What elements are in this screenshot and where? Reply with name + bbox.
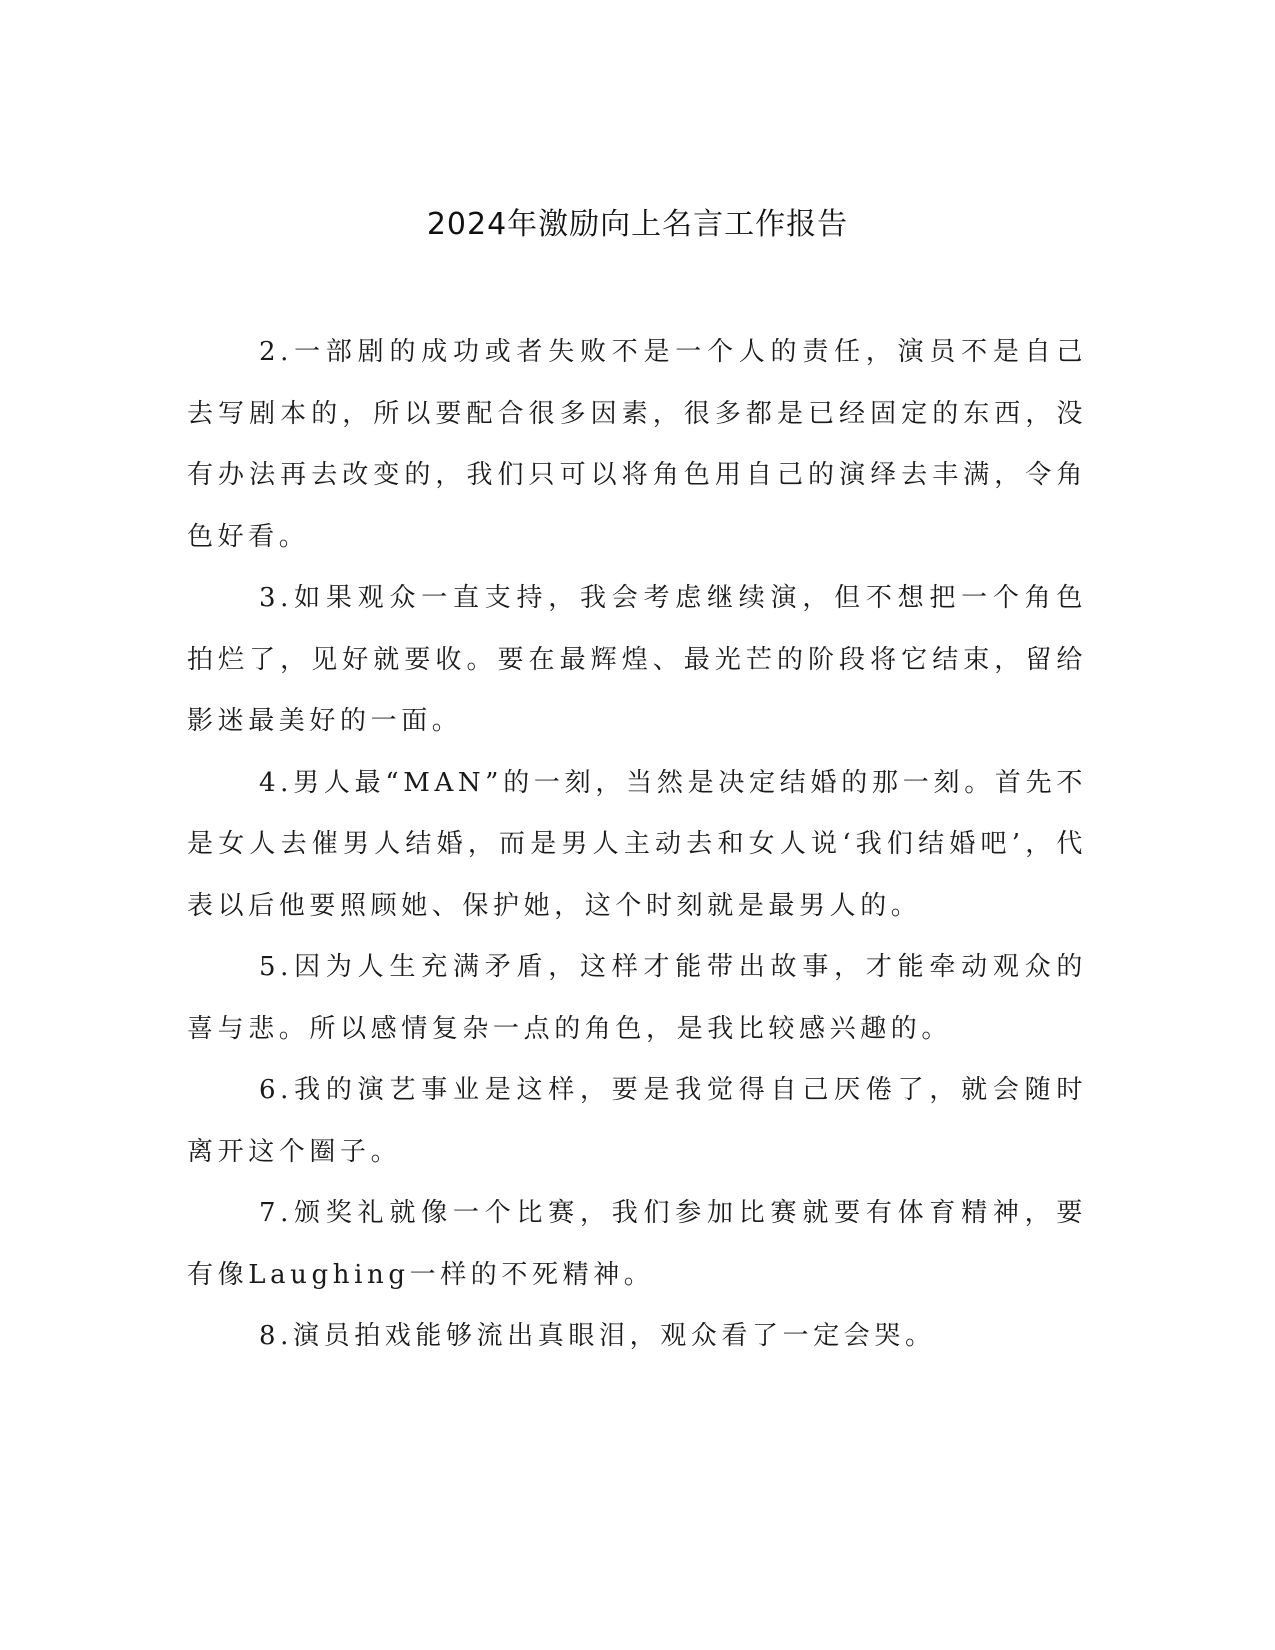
- paragraph-7: 7.颁奖礼就像一个比赛，我们参加比赛就要有体育精神，要有像Laughing一样的不死精神。: [187, 1198, 1087, 1290]
- paragraph-3: 3.如果观众一直支持，我会考虑继续演，但不想把一个角色拍烂了，见好就要收。要在最辉煌、最光芒的阶段将它结束，留给影迷最美好的一面。: [187, 583, 1087, 736]
- document-title: 2024年激励向上名言工作报告: [426, 207, 849, 242]
- paragraph-8: 8.演员拍戏能够流出真眼泪，观众看了一定会哭。: [259, 1321, 936, 1351]
- paragraph-4: 4.男人最“MAN”的一刻，当然是决定结婚的那一刻。首先不是女人去催男人结婚，而是男人主动去和女人说‘我们结婚吧’，代表以后他要照顾她、保护她，这个时刻就是最男人的。: [187, 767, 1087, 921]
- paragraph-5: 5.因为人生充满矛盾，这样才能带出故事，才能牵动观众的喜与悲。所以感情复杂一点的角色，是我比较感兴趣的。: [187, 952, 1087, 1044]
- paragraph-6: 6.我的演艺事业是这样，要是我觉得自己厌倦了，就会随时离开这个圈子。: [187, 1075, 1087, 1167]
- paragraph-2: 2.一部剧的成功或者失败不是一个人的责任，演员不是自己去写剧本的，所以要配合很多因素，很多都是已经固定的东西，没有办法再去改变的，我们只可以将角色用自己的演绎去丰满，令角色好看。: [187, 337, 1087, 552]
- document-body: [187, 322, 1087, 1368]
